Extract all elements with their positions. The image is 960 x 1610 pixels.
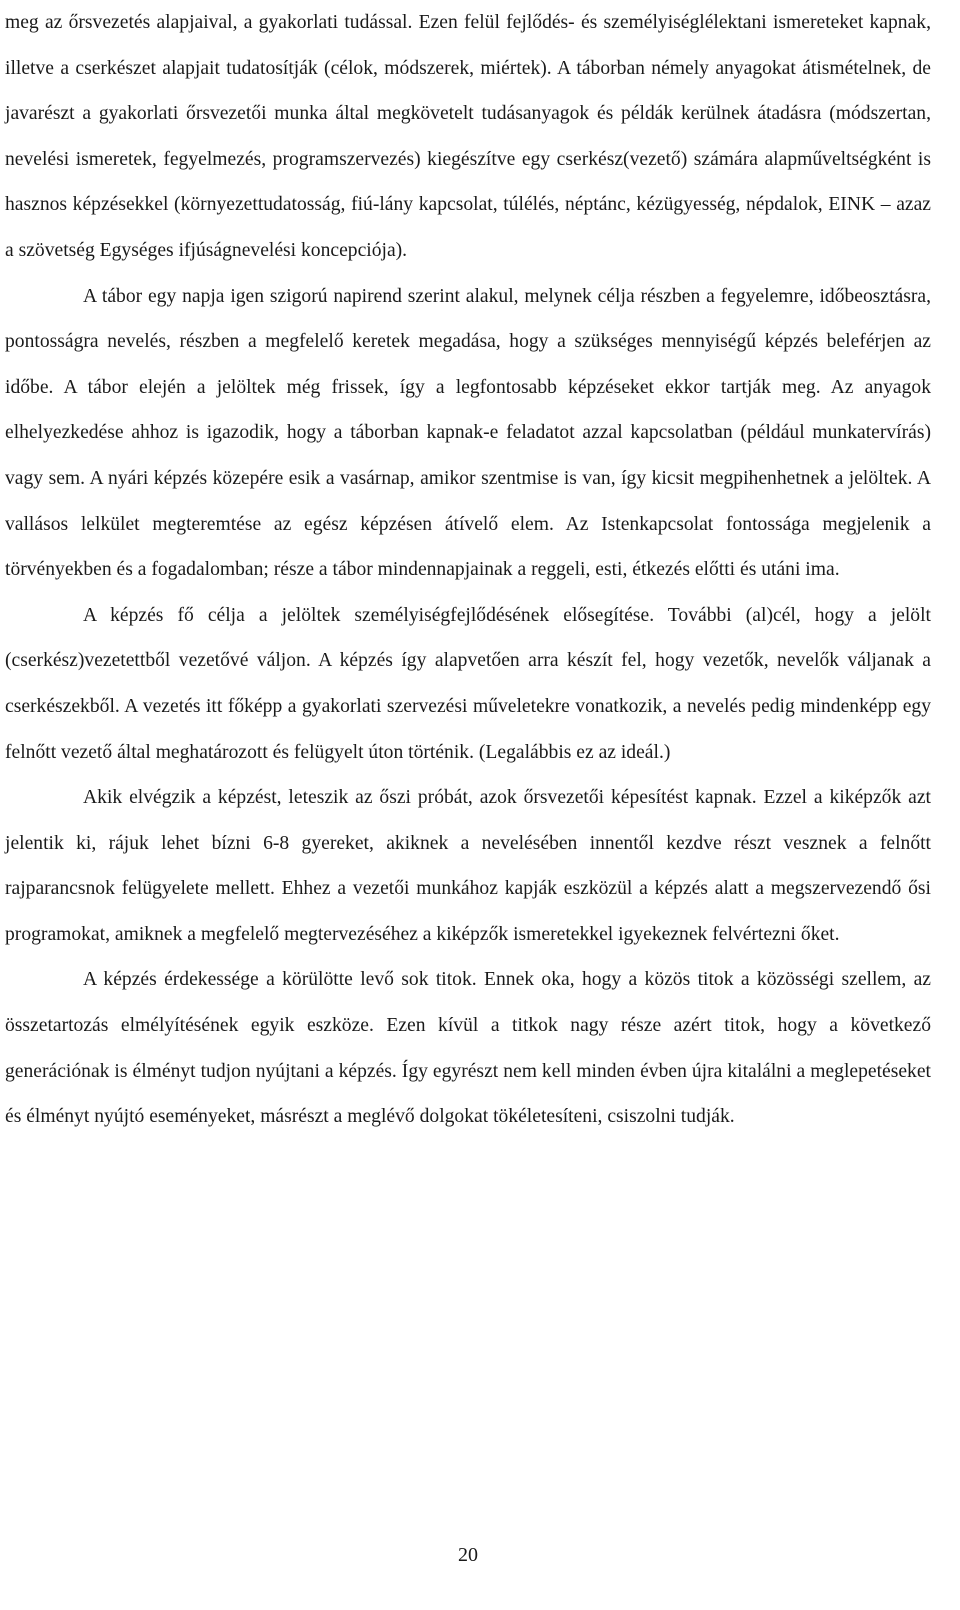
paragraph-secrets: A képzés érdekessége a körülötte levő sok titok. Ennek oka, hogy a közös titok a közösségi szellem, az összetartozás elmélyítésének egyik eszköze. Ezen kívül a titkok nagy része azért titok, hogy a következő generációnak is élményt tudjon nyújtani a képzés. Így egyrészt nem kell minden évben újra kitalálni a meglepetéseket és élményt nyújtó eseményeket, másrészt a meglévő dolgokat tökéletesíteni, csiszolni tudják.: [5, 969, 931, 1128]
paragraph-training-goal: A képzés fő célja a jelöltek személyiségfejlődésének elősegítése. További (al)cél, hogy a jelölt (cserkész)vezetettből vezetővé váljon. A képzés így alapvetően arra készít fel, hogy vezetők, nevelők váljanak a cserkészekből. A vezetés itt főképp a gyakorlati szervezési műveletekre vonatkozik, a nevelés pedig mindenképp egy felnőtt vezető által meghatározott és felügyelt úton történik. (Legalábbis ez az ideál.): [5, 604, 931, 763]
paragraph-qualification: Akik elvégzik a képzést, leteszik az őszi próbát, azok őrsvezetői képesítést kapnak. Ezzel a kiképzők azt jelentik ki, rájuk lehet bízni 6-8 gyereket, akiknek a nevelésében innentől kezdve részt vesznek a felnőtt rajparancsnok felügyelete mellett. Ehhez a vezetői munkához kapják eszközül a képzés alatt a megszervezendő ősi programokat, amiknek a megfelelő megtervezéséhez a kiképzők ismeretekkel igyekeznek felvértezni őket.: [5, 787, 931, 945]
paragraph-daily-schedule: A tábor egy napja igen szigorú napirend szerint alakul, melynek célja részben a fegyelemre, időbeosztásra, pontosságra nevelés, részben a megfelelő keretek megadása, hogy a szükséges mennyiségű képzés beleférjen az időbe. A tábor elején a jelöltek még frissek, így a legfontosabb képzéseket ekkor tartják meg. Az anyagok elhelyezkedése ahhoz is igazodik, hogy a táborban kapnak-e feladatot azzal kapcsolatban (például munkatervírás) vagy sem. A nyári képzés közepére esik a vasárnap, amikor szentmise is van, így kicsit megpihenhetnek a jelöltek. A vallásos lelkület megteremtése az egész képzésen átívelő elem. Az Istenkapcsolat fontossága megjelenik a törvényekben és a fogadalomban; része a tábor mindennapjainak a reggeli, esti, étkezés előtti és utáni ima.: [5, 285, 931, 581]
body-text: [5, 0, 931, 1140]
paragraph-continuation: meg az őrsvezetés alapjaival, a gyakorlati tudással. Ezen felül fejlődés- és személyiséglélektani ismereteket kapnak, illetve a cserkészet alapjait tudatosítják (célok, módszerek, miértek). A táborban némely anyagokat átismételnek, de javarészt a gyakorlati őrsvezetői munka által megkövetelt tudásanyagok és példák kerülnek átadásra (módszertan, nevelési ismeretek, fegyelmezés, programszervezés) kiegészítve egy cserkész(vezető) számára alapműveltségként is hasznos képzésekkel (környezettudatosság, fiú-lány kapcsolat, túlélés, néptánc, kézügyesség, népdalok, EINK – azaz a szövetség Egységes ifjúságnevelési koncepciója).: [5, 12, 931, 261]
page-number: 20: [458, 1544, 478, 1566]
